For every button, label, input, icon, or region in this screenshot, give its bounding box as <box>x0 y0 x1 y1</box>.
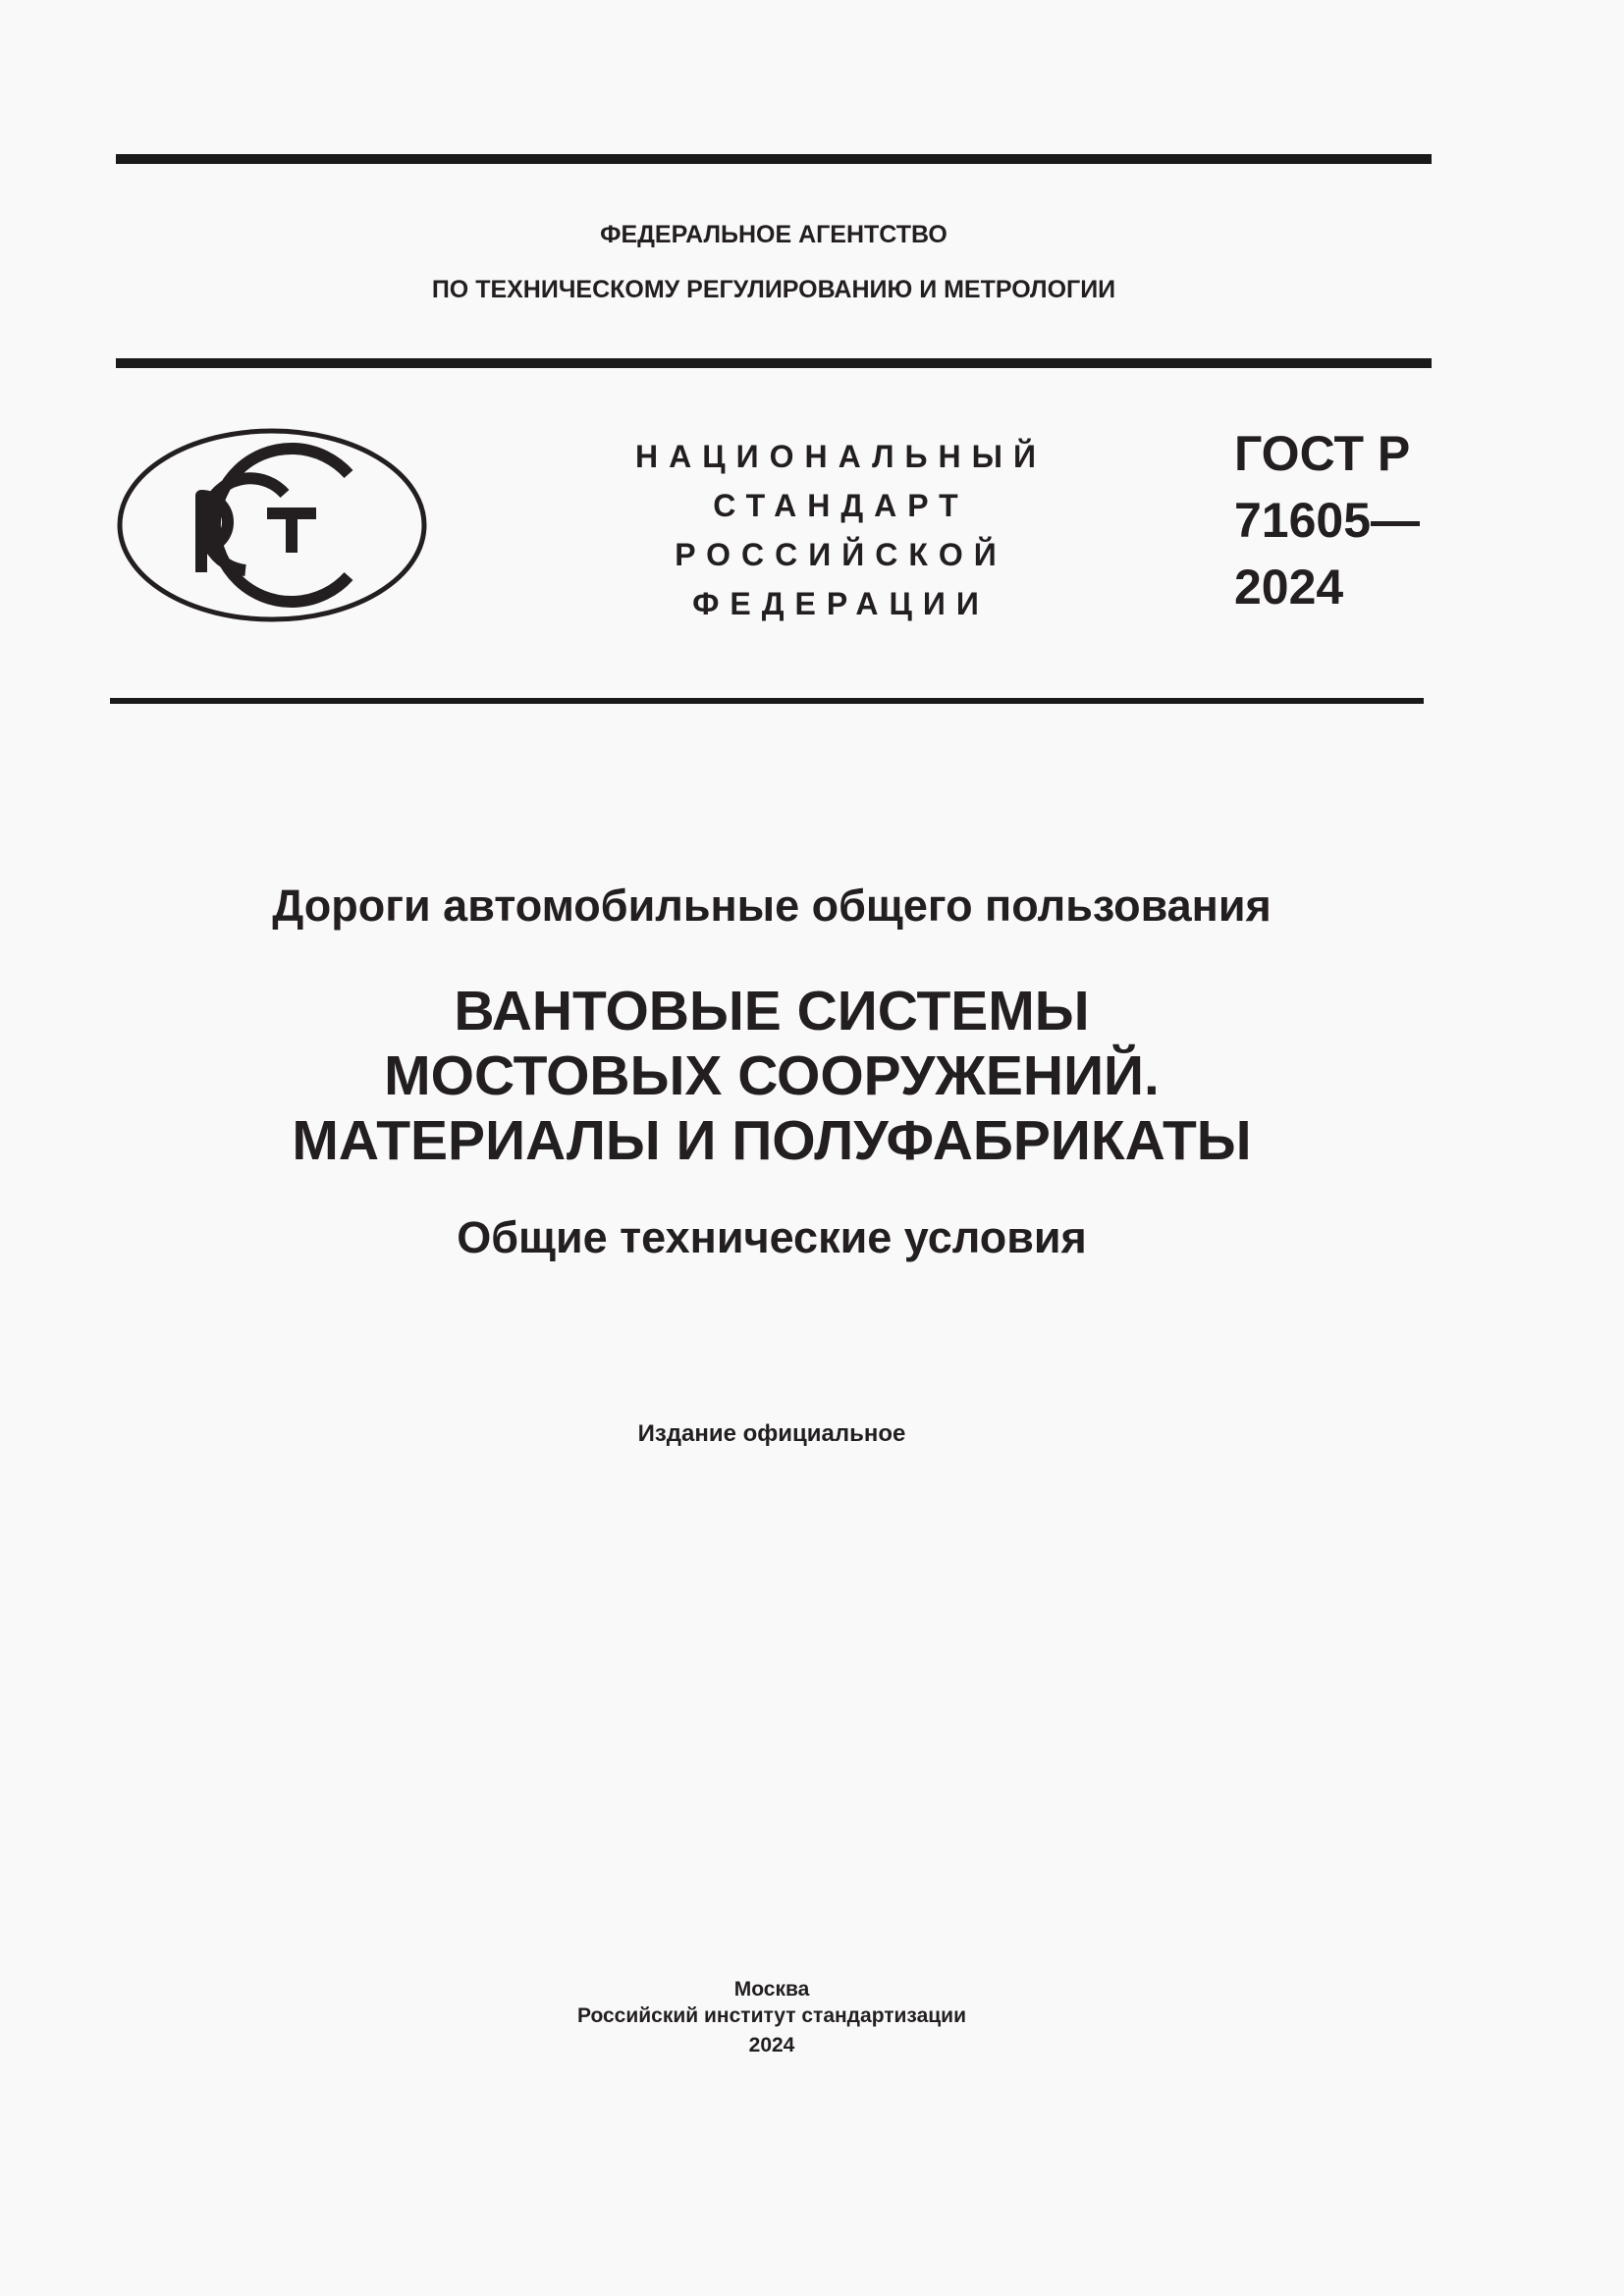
agency-line-1: ФЕДЕРАЛЬНОЕ АГЕНТСТВО <box>600 221 947 248</box>
section-rule <box>110 698 1424 704</box>
edition-label: Издание официальное <box>637 1420 906 1447</box>
title-line: МАТЕРИАЛЫ И ПОЛУФАБРИКАТЫ <box>292 1109 1252 1172</box>
designation-line-1: ГОСТ Р <box>1234 426 1411 481</box>
title-line: МОСТОВЫХ СООРУЖЕНИЙ. <box>384 1044 1160 1107</box>
document-subject: Дороги автомобильные общего пользования <box>272 881 1272 931</box>
national-standard-line: ФЕДЕРАЦИИ <box>692 586 990 621</box>
document-subtitle: Общие технические условия <box>457 1212 1087 1262</box>
designation-line-2: 71605— <box>1234 493 1421 548</box>
designation-line-3: 2024 <box>1234 560 1344 614</box>
rst-mark-icon <box>116 427 428 623</box>
national-standard-line: РОССИЙСКОЙ <box>675 537 1007 572</box>
national-standard-line: СТАНДАРТ <box>713 488 969 523</box>
publisher-city: Москва <box>733 1978 810 2001</box>
top-rule <box>116 154 1432 164</box>
national-standard-label <box>601 432 1070 628</box>
standard-designation <box>1234 420 1420 620</box>
document-title <box>0 979 1543 1173</box>
header-rule <box>116 358 1432 368</box>
agency-line-2: ПО ТЕХНИЧЕСКОМУ РЕГУЛИРОВАНИЮ И МЕТРОЛОГИИ <box>431 276 1116 303</box>
title-line: ВАНТОВЫЕ СИСТЕМЫ <box>454 980 1090 1042</box>
national-standard-line: НАЦИОНАЛЬНЫЙ <box>635 439 1047 474</box>
publication-year: 2024 <box>748 2034 795 2056</box>
publisher-organization: Российский институт стандартизации <box>576 2004 967 2027</box>
